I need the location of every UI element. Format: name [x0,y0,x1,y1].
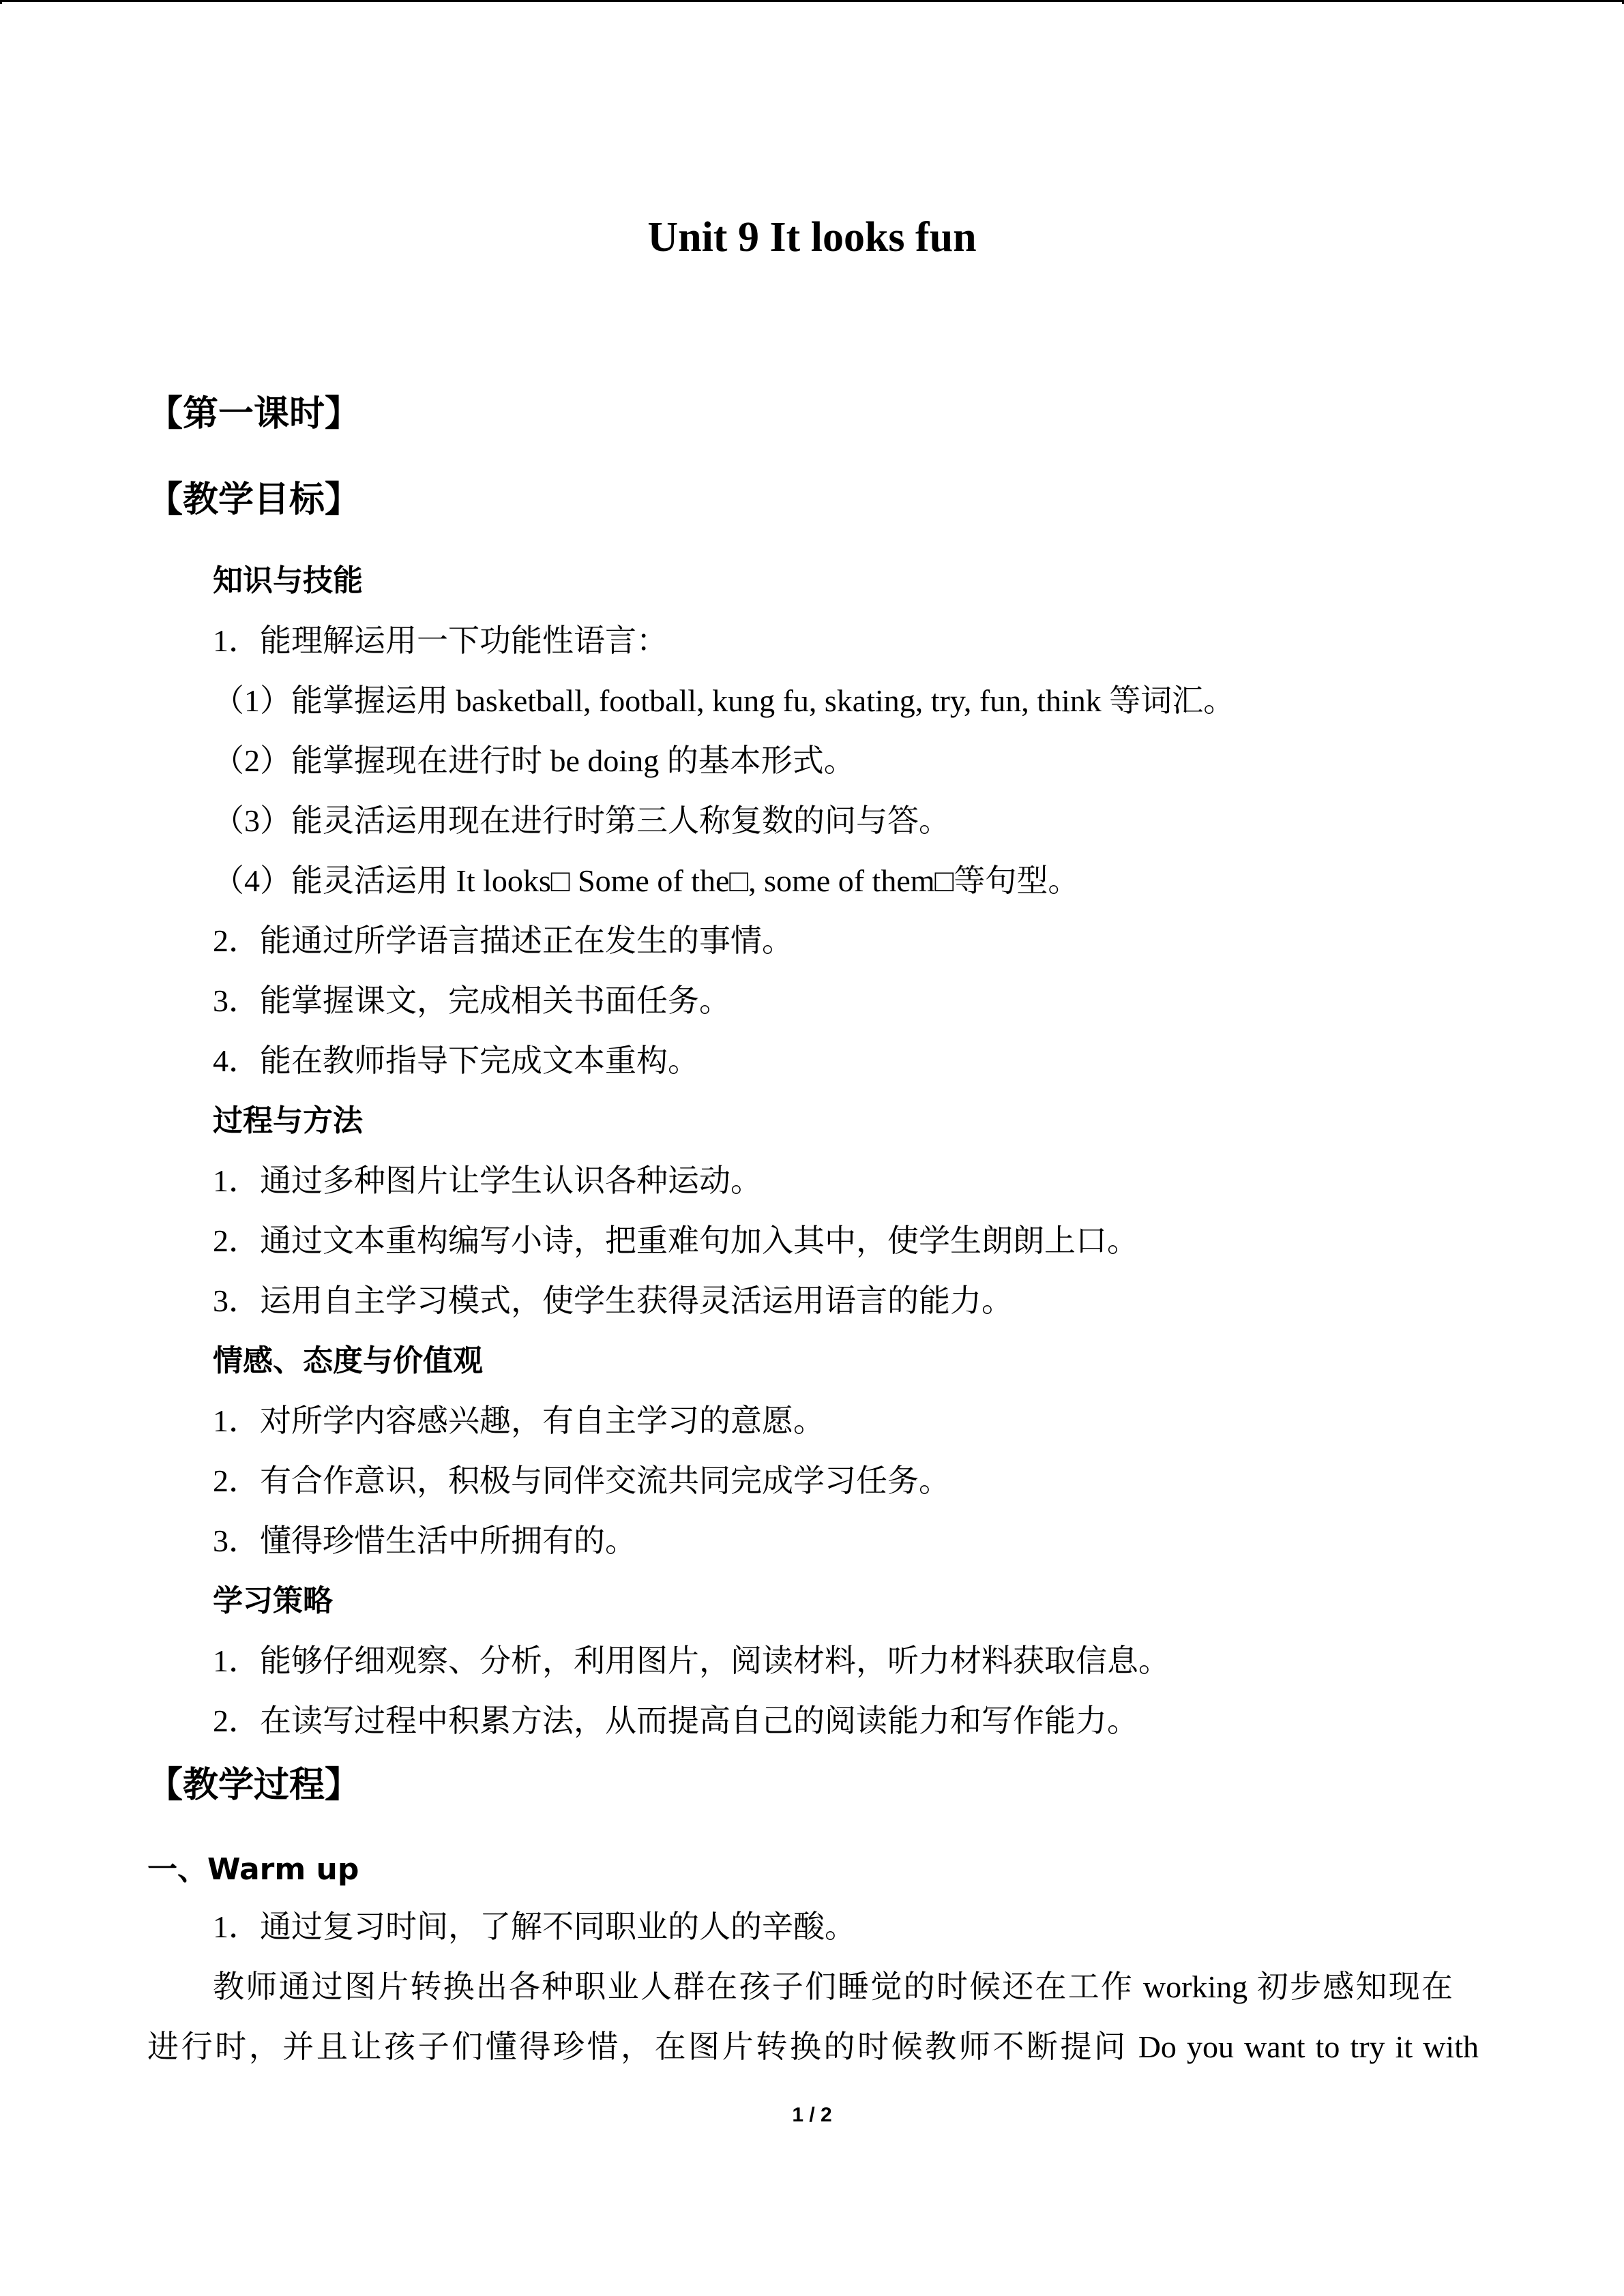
emotion-item-3: 3．懂得珍惜生活中所拥有的。 [213,1523,636,1558]
process-heading: 【教学过程】 [147,1765,361,1806]
emotion-item-1: 1．对所学内容感兴趣，有自主学习的意愿。 [213,1403,825,1438]
knowledge-item-1: 1．能理解运用一下功能性语言： [213,623,668,658]
page-top-border [0,0,1624,4]
page-number: 1 / 2 [792,2104,832,2126]
process-method-item-2: 2．通过文本重构编写小诗，把重难句加入其中，使学生朗朗上口。 [213,1223,1138,1258]
process-method-item-1: 1．通过多种图片让学生认识各种运动。 [213,1163,762,1198]
knowledge-sub-1: （1）能掌握运用 basketball, football, kung fu, skating, try, fun, think 等词汇。 [213,683,1235,718]
knowledge-sub-3: （3）能灵活运用现在进行时第三人称复数的问与答。 [213,803,950,838]
warmup-heading: 一、Warm up [147,1852,359,1887]
knowledge-sub-2: （2）能掌握现在进行时 be doing 的基本形式。 [213,743,855,778]
strategy-item-2: 2．在读写过程中积累方法，从而提高自己的阅读能力和写作能力。 [213,1703,1138,1738]
process-method-item-3: 3．运用自主学习模式，使学生获得灵活运用语言的能力。 [213,1283,1013,1318]
document-title: Unit 9 It looks fun [647,214,977,260]
strategy-item-1: 1．能够仔细观察、分析，利用图片，阅读材料，听力材料获取信息。 [213,1643,1170,1678]
lesson-heading: 【第一课时】 [147,393,361,434]
warmup-paragraph-line-1: 教师通过图片转换出各种职业人群在孩子们睡觉的时候还在工作 working 初步感知现在 [213,1969,1453,2004]
warmup-item-1: 1．通过复习时间，了解不同职业的人的辛酸。 [213,1909,856,1944]
strategy-heading: 学习策略 [213,1583,333,1618]
knowledge-heading: 知识与技能 [213,563,363,598]
emotion-heading: 情感、态度与价值观 [213,1343,483,1378]
objectives-heading: 【教学目标】 [147,479,361,520]
knowledge-sub-4: （4）能灵活运用 It looks□ Some of the□, some of them□等句型。 [213,863,1080,898]
emotion-item-2: 2．有合作意识，积极与同伴交流共同完成学习任务。 [213,1463,950,1498]
process-method-heading: 过程与方法 [213,1103,363,1138]
knowledge-item-2: 2．能通过所学语言描述正在发生的事情。 [213,923,793,958]
warmup-paragraph-line-2: 进行时，并且让孩子们懂得珍惜，在图片转换的时候教师不断提问 Do you want to try it with [147,2029,1479,2064]
knowledge-item-3: 3．能掌握课文，完成相关书面任务。 [213,983,730,1018]
knowledge-item-4: 4．能在教师指导下完成文本重构。 [213,1043,699,1078]
